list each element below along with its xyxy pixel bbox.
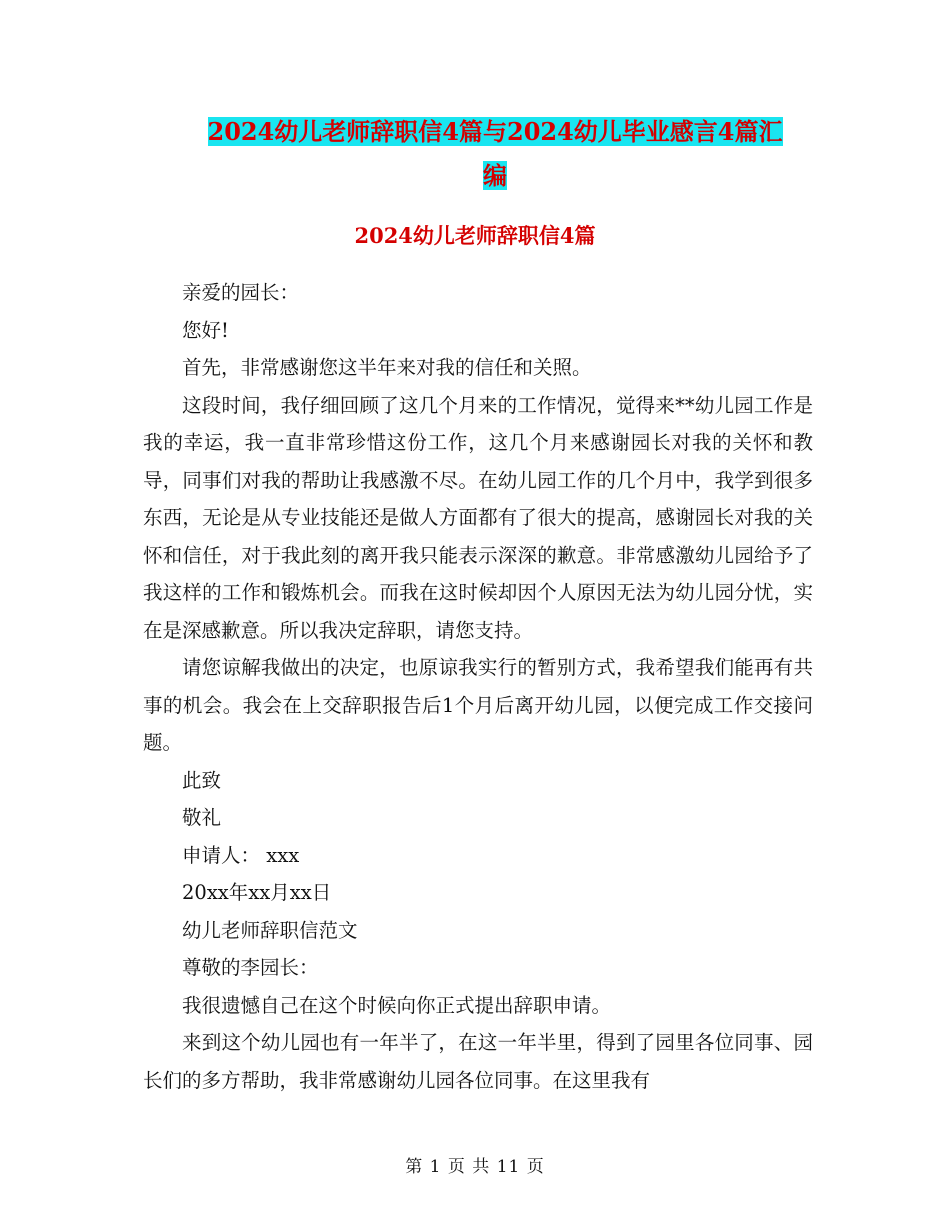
document-title <box>140 110 850 198</box>
paragraph-closing-1: 此致 <box>182 768 222 792</box>
section-title: 2024幼儿老师辞职信4篇 <box>354 223 596 248</box>
paragraph-thanks: 首先，非常感谢您这半年来对我的信任和关照。 <box>182 356 592 379</box>
paragraph-salutation: 亲爱的园长： <box>182 281 300 304</box>
paragraph-sample-title: 幼儿老师辞职信范文 <box>182 918 358 942</box>
paragraph-request: 请您谅解我做出的决定，也原谅我实行的暂别方式，我希望我们能再有共事的机会。我会在上交辞职报告后1个月后离开幼儿园，以便完成工作交接问题。 <box>143 656 813 754</box>
paragraph-reflection: 这段时间，我仔细回顾了这几个月来的工作情况，觉得来**幼儿园工作是我的幸运，我一直非常珍惜这份工作，这几个月来感谢园长对我的关怀和教导，同事们对我的帮助让我感激不尽。在幼儿园工作的几个月中，我学到很多东西，无论是从专业技能还是做人方面都有了很大的提高，感谢园长对我的关怀和信任，对于我此刻的离开我只能表示深深的歉意。非常感激幼儿园给予了我这样的工作和锻炼机会。而我在这时候却因个人原因无法为幼儿园分忧，实在是深感歉意。所以我决定辞职，请您支持。 <box>143 393 813 642</box>
paragraph-salutation-2: 尊敬的李园长： <box>182 956 319 979</box>
paragraph-applicant: 申请人： xxx <box>182 843 300 867</box>
paragraph-experience: 来到这个幼儿园也有一年半了，在这一年半里，得到了园里各位同事、园长们的多方帮助，我非常感谢幼儿园各位同事。在这里我有 <box>143 1031 813 1092</box>
document-body <box>143 274 813 1099</box>
title-line-1: 2024幼儿老师辞职信4篇与2024幼儿毕业感言4篇汇 <box>207 117 783 146</box>
paragraph-regret: 我很遗憾自己在这个时候向你正式提出辞职申请。 <box>182 993 612 1017</box>
paragraph-closing-2: 敬礼 <box>182 806 222 829</box>
title-line-2: 编 <box>483 161 507 190</box>
paragraph-date: 20xx年xx月xx日 <box>182 881 332 904</box>
paragraph-greeting: 您好! <box>182 318 229 342</box>
page-footer: 第 1 页 共 11 页 <box>405 1157 545 1177</box>
